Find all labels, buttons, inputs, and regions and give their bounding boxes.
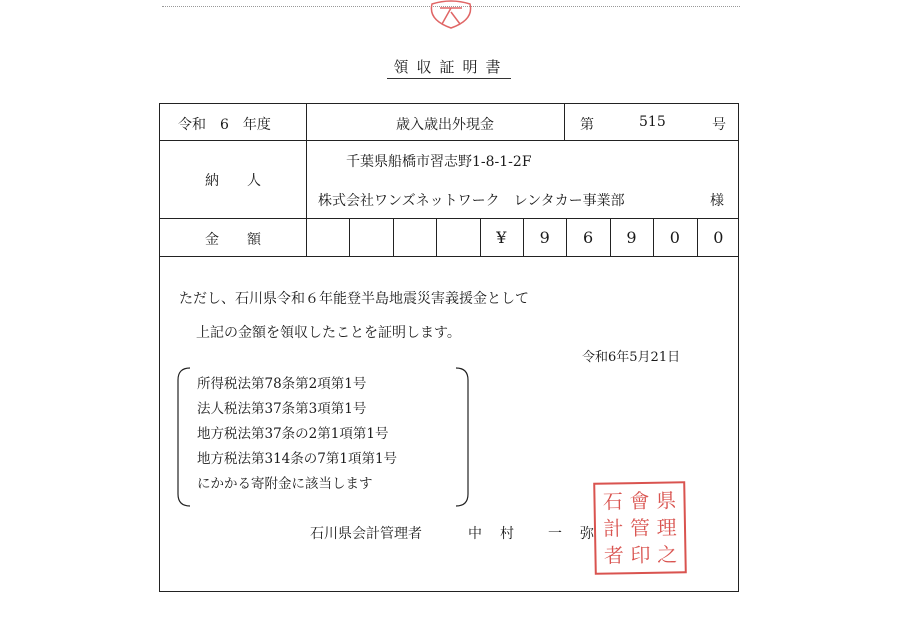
purpose-text: ただし、石川県令和６年能登半島地震災害義援金として bbox=[179, 291, 529, 307]
law-line: 法人税法第37条第3項第1号 bbox=[197, 401, 367, 417]
seal-char: 會 bbox=[629, 489, 650, 514]
receipt-number: 515 bbox=[639, 114, 666, 130]
law-line: 地方税法第314条の7第1項第1号 bbox=[197, 451, 398, 467]
amount-digit: ¥ bbox=[496, 228, 507, 247]
header-row bbox=[160, 104, 738, 141]
law-line: 所得税法第78条第2項第1号 bbox=[197, 376, 367, 392]
certify-text: 上記の金額を領収したことを証明します。 bbox=[196, 325, 461, 341]
partial-stamp-icon bbox=[426, 0, 476, 30]
official-seal bbox=[593, 481, 687, 575]
category: 歳入歳出外現金 bbox=[396, 117, 494, 133]
number-suffix: 号 bbox=[712, 117, 726, 133]
signer-name: 中 村 一 弥 bbox=[468, 526, 596, 542]
seal-char: 県 bbox=[655, 488, 677, 514]
seal-char: 印 bbox=[630, 542, 651, 567]
seal-char: 之 bbox=[656, 542, 678, 567]
amount-row bbox=[160, 219, 738, 257]
seal-char: 者 bbox=[603, 542, 625, 568]
number-prefix: 第 bbox=[580, 117, 594, 133]
payer-honorific: 様 bbox=[710, 193, 724, 209]
signer-title: 石川県会計管理者 bbox=[310, 526, 422, 542]
payer-label: 納 人 bbox=[205, 173, 261, 189]
amount-digit: 6 bbox=[582, 228, 594, 247]
amount-digit bbox=[349, 219, 392, 256]
seal-char: 理 bbox=[656, 515, 677, 540]
amount-digit: 9 bbox=[539, 228, 550, 247]
amount-label: 金 額 bbox=[205, 232, 261, 248]
law-line: 地方税法第37条の2第1項第1号 bbox=[197, 426, 389, 442]
issue-date: 令和6年5月21日 bbox=[582, 350, 681, 365]
document-title: 領収証明書 bbox=[0, 56, 898, 77]
amount-digit: 0 bbox=[669, 228, 680, 247]
amount-digit bbox=[436, 219, 479, 256]
fiscal-year: 令和 6 年度 bbox=[178, 117, 271, 133]
seal-char: 計 bbox=[603, 516, 624, 541]
payer-name: 株式会社ワンズネットワーク レンタカー事業部 bbox=[318, 193, 625, 209]
amount-digit: 0 bbox=[713, 228, 724, 247]
amount-digit: 9 bbox=[626, 228, 637, 247]
payer-row bbox=[160, 141, 738, 219]
payer-address: 千葉県船橋市習志野1-8-1-2F bbox=[346, 154, 532, 170]
law-line: にかかる寄附金に該当します bbox=[197, 476, 373, 492]
seal-char: 石 bbox=[602, 489, 624, 514]
seal-char: 管 bbox=[629, 515, 651, 541]
amount-digit bbox=[393, 219, 436, 256]
amount-digit bbox=[306, 219, 349, 256]
